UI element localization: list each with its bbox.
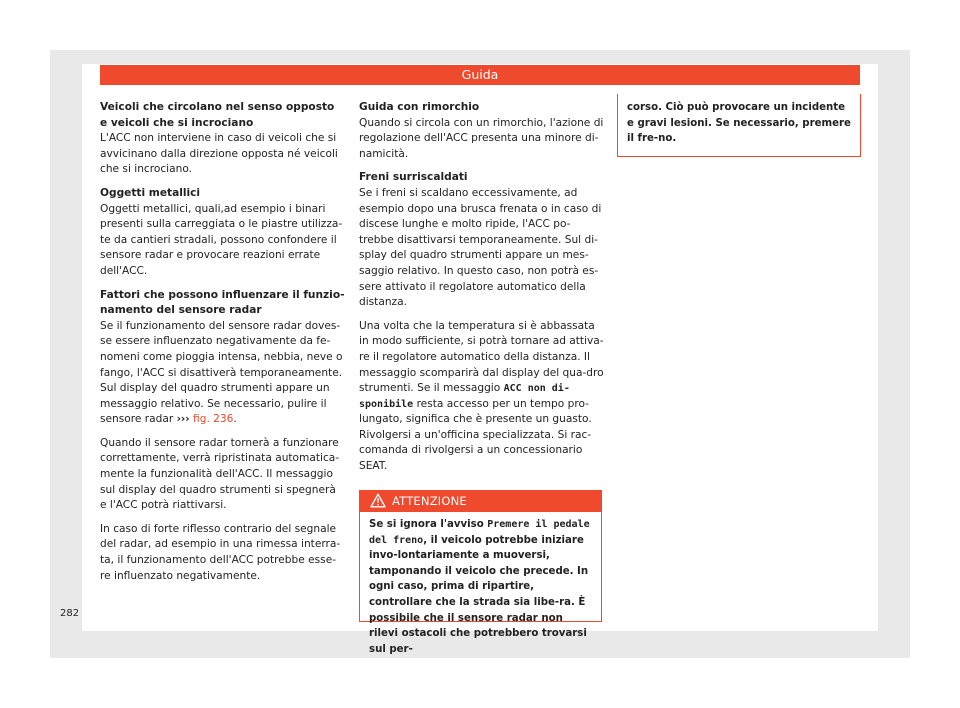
- column-left: [100, 100, 345, 592]
- heading-radar-factors: Fattori che possono influenzare il funzio-namento del sensore radar: [100, 288, 345, 317]
- paragraph-text: resta accesso per un tempo pro-lungato, significa che è presente un guasto. Rivolgersi a un'officina specializzata. Si rac-comanda di rivolgersi a un concessionario SEAT.: [359, 397, 592, 473]
- heading-trailer: Guida con rimorchio: [359, 101, 480, 113]
- section-title: Guida: [461, 67, 499, 82]
- paragraph-text: .: [233, 413, 237, 426]
- page-number: 282: [60, 608, 80, 619]
- display-message-code: ACC non di-sponibile: [359, 383, 570, 410]
- paragraph: Quando il sensore radar tornerà a funzionare correttamente, verrà ripristinata automatica-mente la funzionalità dell'ACC. Il messaggio sul display del quadro strumenti si spegnerà e l'ACC potrà riattivarsi.: [100, 436, 340, 512]
- section-header: [100, 65, 860, 85]
- figure-reference-link[interactable]: fig. 236: [193, 413, 234, 426]
- warning-box: [359, 490, 602, 655]
- warning-text: [369, 517, 595, 657]
- paragraph-text: Se il funzionamento del sensore radar doves-se essere influenzato negativamente da fe-nomeni come pioggia intensa, nebbia, neve o fango, l'ACC si disattiverà temporaneamente. Sul display del quadro strumenti appare un messaggio relativo. Se necessario, pulire il sensore radar: [100, 319, 343, 426]
- paragraph: In caso di forte riflesso contrario del segnale del radar, ad esempio in una rimessa interra-ta, il funzionamento dell'ACC potrebbe esse-re influenzato negativamente.: [100, 522, 341, 582]
- paragraph: L'ACC non interviene in caso di veicoli che si avvicinano dalla direzione opposta né veicoli che si incrociano.: [100, 132, 338, 176]
- warning-triangle-icon: [370, 493, 386, 512]
- heading-metal-objects: Oggetti metallici: [100, 186, 201, 199]
- paragraph: [100, 319, 345, 428]
- paragraph: Se i freni si scaldano eccessivamente, ad esempio dopo una brusca frenata o in caso di discese lunghe e molto ripide, l'ACC po-trebbe disattivarsi temporaneamente. Sul di-splay del quadro strumenti appare un mes-saggio relativo. In questo caso, non potrà es-sere attivato il regolatore automatico della distanza.: [359, 186, 602, 309]
- warning-text-part: , il veicolo potrebbe iniziare invo-lontariamente a muoversi, tamponando il veicolo che precede. In ogni caso, prima di ripartire, controllare che la strada sia libe-ra. È possibile che il sensore radar non rilevi ostacoli che potrebbero trovarsi sul per-: [369, 534, 589, 655]
- warning-text-part: Se si ignora l'avviso: [369, 519, 484, 530]
- paragraph: [359, 319, 604, 475]
- warning-box-continued: [617, 94, 861, 157]
- display-message-code: Premere il pedale del freno: [369, 519, 590, 546]
- warning-text-continued: corso. Ciò può provocare un incidente e gravi lesioni. Se necessario, premere il fre-no.: [627, 102, 851, 145]
- warning-header: [359, 490, 602, 512]
- heading-overheated-brakes: Freni surriscaldati: [359, 171, 468, 184]
- paragraph-text: Una volta che la temperatura si è abbassata in modo sufficiente, si potrà tornare ad attiva-re il regolatore automatico della distanza. Il messaggio scomparirà dal display del qua-dro strumenti. Se il messaggio: [359, 319, 604, 395]
- heading-oncoming-vehicles: Veicoli che circolano nel senso opposto e veicoli che si incrociano: [100, 101, 335, 129]
- column-middle: [359, 100, 604, 483]
- reference-arrow: ›››: [176, 413, 190, 426]
- paragraph: Quando si circola con un rimorchio, l'azione di regolazione dell'ACC presenta una minore di-namicità.: [359, 116, 604, 160]
- paragraph: Oggetti metallici, quali,ad esempio i binari presenti sulla carreggiata o le piastre utilizza-te da cantieri stradali, possono confondere il sensore radar e provocare reazioni errate dell'ACC.: [100, 202, 343, 277]
- warning-label: ATTENZIONE: [392, 494, 467, 508]
